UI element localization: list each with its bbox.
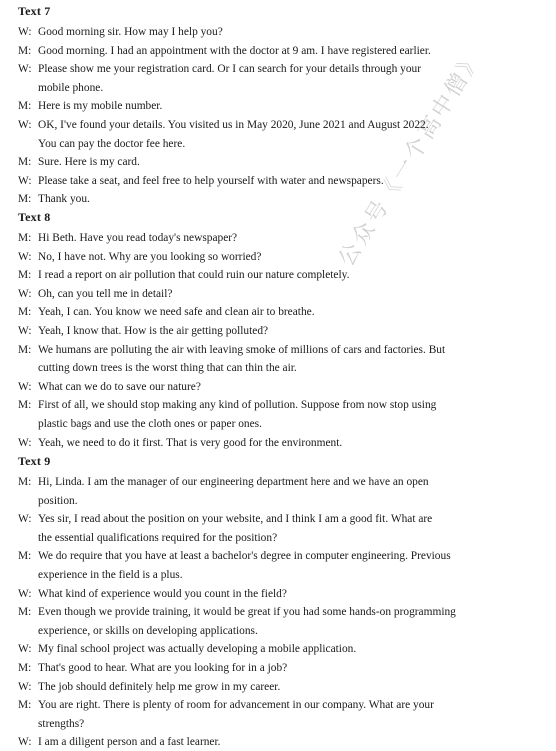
- speaker-label: W:: [18, 380, 32, 393]
- dialogue-text: No, I have not. Why are you looking so worried?: [38, 250, 262, 263]
- dialogue-continuation: You can pay the doctor fee here.: [38, 137, 186, 150]
- dialogue-text: Yes sir, I read about the position on your website, and I think I am a good fit. What are: [38, 513, 433, 526]
- dialogue-text: Thank you.: [38, 193, 90, 206]
- dialogue-line: [18, 229, 518, 247]
- dialogue-text: Yeah, I can. You know we need safe and clean air to breathe.: [38, 306, 315, 319]
- speaker-label: M:: [18, 662, 32, 674]
- speaker-label: M:: [18, 44, 32, 57]
- dialogue-line: [18, 248, 518, 266]
- dialogue-line: [18, 396, 518, 414]
- speaker-label: W:: [18, 325, 32, 337]
- section-heading-text8: Text 8: [18, 210, 51, 224]
- dialogue-text: Good morning sir. How may I help you?: [38, 26, 223, 38]
- dialogue-text: What kind of experience would you count in the field?: [38, 587, 287, 600]
- speaker-label: M:: [18, 606, 32, 619]
- dialogue-line: [18, 322, 518, 340]
- speaker-label: W:: [18, 119, 32, 131]
- speaker-label: M:: [18, 699, 32, 712]
- dialogue-text: Hi Beth. Have you read today's newspaper?: [38, 232, 238, 244]
- dialogue-line: [18, 42, 518, 60]
- speaker-label: W:: [18, 63, 32, 76]
- dialogue-line: [18, 303, 518, 321]
- dialogue-text: Please show me your registration card. Or I can search for your details through your: [38, 63, 422, 76]
- speaker-label: W:: [18, 736, 32, 749]
- watermark: 公众号《一个高中僧》: [334, 45, 488, 271]
- dialogue-text: That's good to hear. What are you looking for in a job?: [38, 662, 288, 674]
- speaker-label: W:: [18, 174, 32, 187]
- speaker-label: W:: [18, 587, 32, 600]
- dialogue-line: [18, 190, 518, 208]
- speaker-label: M:: [18, 343, 32, 356]
- dialogue-text: Hi, Linda. I am the manager of our engineering department here and we have an open: [38, 476, 429, 488]
- speaker-label: W:: [18, 643, 32, 656]
- dialogue-text: First of all, we should stop making any kind of pollution. Suppose from now stop using: [38, 399, 437, 412]
- dialogue-text: Please take a seat, and feel free to help yourself with water and newspapers.: [38, 174, 384, 187]
- speaker-label: M:: [18, 550, 32, 563]
- dialogue-line: [18, 172, 518, 190]
- dialogue-text: We do require that you have at least a bachelor's degree in computer engineering. Previous: [38, 550, 451, 563]
- dialogue-continuation: strengths?: [38, 717, 85, 730]
- speaker-label: W:: [18, 680, 32, 693]
- dialogue-continuation: experience, or skills on developing applications.: [38, 624, 258, 637]
- dialogue-text: Oh, can you tell me in detail?: [38, 287, 173, 300]
- dialogue-continuation: plastic bags and use the cloth ones or paper ones.: [38, 418, 262, 430]
- dialogue-line: [18, 341, 518, 359]
- dialogue-text: Yeah, we need to do it first. That is very good for the environment.: [38, 436, 343, 449]
- dialogue-line: [18, 285, 518, 303]
- speaker-label: M:: [18, 399, 32, 412]
- dialogue-line: [18, 603, 518, 621]
- dialogue-continuation: mobile phone.: [38, 81, 104, 94]
- speaker-label: M:: [18, 269, 32, 282]
- dialogue-line: [18, 547, 518, 565]
- dialogue-text: I am a diligent person and a fast learner.: [38, 736, 221, 749]
- speaker-label: M:: [18, 306, 32, 319]
- speaker-label: W:: [18, 287, 32, 300]
- dialogue-text: I read a report on air pollution that could ruin our nature completely.: [38, 269, 350, 282]
- speaker-label: M:: [18, 476, 32, 488]
- dialogue-text: Here is my mobile number.: [38, 100, 163, 113]
- dialogue-line: [18, 510, 518, 528]
- speaker-label: W:: [18, 436, 32, 449]
- dialogue-line: [18, 434, 518, 452]
- dialogue-text: What can we do to save our nature?: [38, 380, 201, 393]
- dialogue-text: My final school project was actually developing a mobile application.: [38, 643, 357, 656]
- speaker-label: W:: [18, 513, 32, 526]
- section-heading-text7: Text 7: [18, 4, 51, 18]
- dialogue-line: [18, 378, 518, 396]
- speaker-label: W:: [18, 250, 32, 263]
- dialogue-line: [18, 23, 518, 41]
- dialogue-text: We humans are polluting the air with leaving smoke of millions of cars and factories. But: [38, 343, 446, 356]
- dialogue-line: [18, 640, 518, 658]
- section-heading-text9: Text 9: [18, 454, 51, 468]
- dialogue-text: The job should definitely help me grow in my career.: [38, 680, 281, 693]
- dialogue-text: Yeah, I know that. How is the air getting polluted?: [38, 325, 269, 337]
- speaker-label: W:: [18, 26, 32, 38]
- dialogue-line: [18, 153, 518, 171]
- dialogue-line: [18, 696, 518, 714]
- speaker-label: M:: [18, 156, 32, 169]
- dialogue-line: [18, 473, 518, 491]
- dialogue-text: You are right. There is plenty of room for advancement in our company. What are your: [38, 699, 434, 712]
- dialogue-continuation: cutting down trees is the worst thing that can thin the air.: [38, 362, 297, 375]
- dialogue-continuation: position.: [38, 494, 78, 507]
- dialogue-line: [18, 733, 518, 751]
- speaker-label: M:: [18, 193, 32, 206]
- dialogue-line: [18, 266, 518, 284]
- dialogue-text: Good morning. I had an appointment with the doctor at 9 am. I have registered earlier.: [38, 44, 431, 57]
- dialogue-continuation: experience in the field is a plus.: [38, 569, 183, 581]
- dialogue-text: Even though we provide training, it would be great if you had some hands-on programming: [38, 606, 456, 619]
- dialogue-line: [18, 585, 518, 603]
- dialogue-line: [18, 659, 518, 677]
- speaker-label: M:: [18, 232, 32, 244]
- dialogue-line: [18, 678, 518, 696]
- dialogue-text: Sure. Here is my card.: [38, 156, 140, 169]
- dialogue-text: OK, I've found your details. You visited us in May 2020, June 2021 and August 2022.: [38, 119, 429, 131]
- speaker-label: M:: [18, 100, 32, 113]
- dialogue-continuation: the essential qualifications required for the position?: [38, 531, 278, 544]
